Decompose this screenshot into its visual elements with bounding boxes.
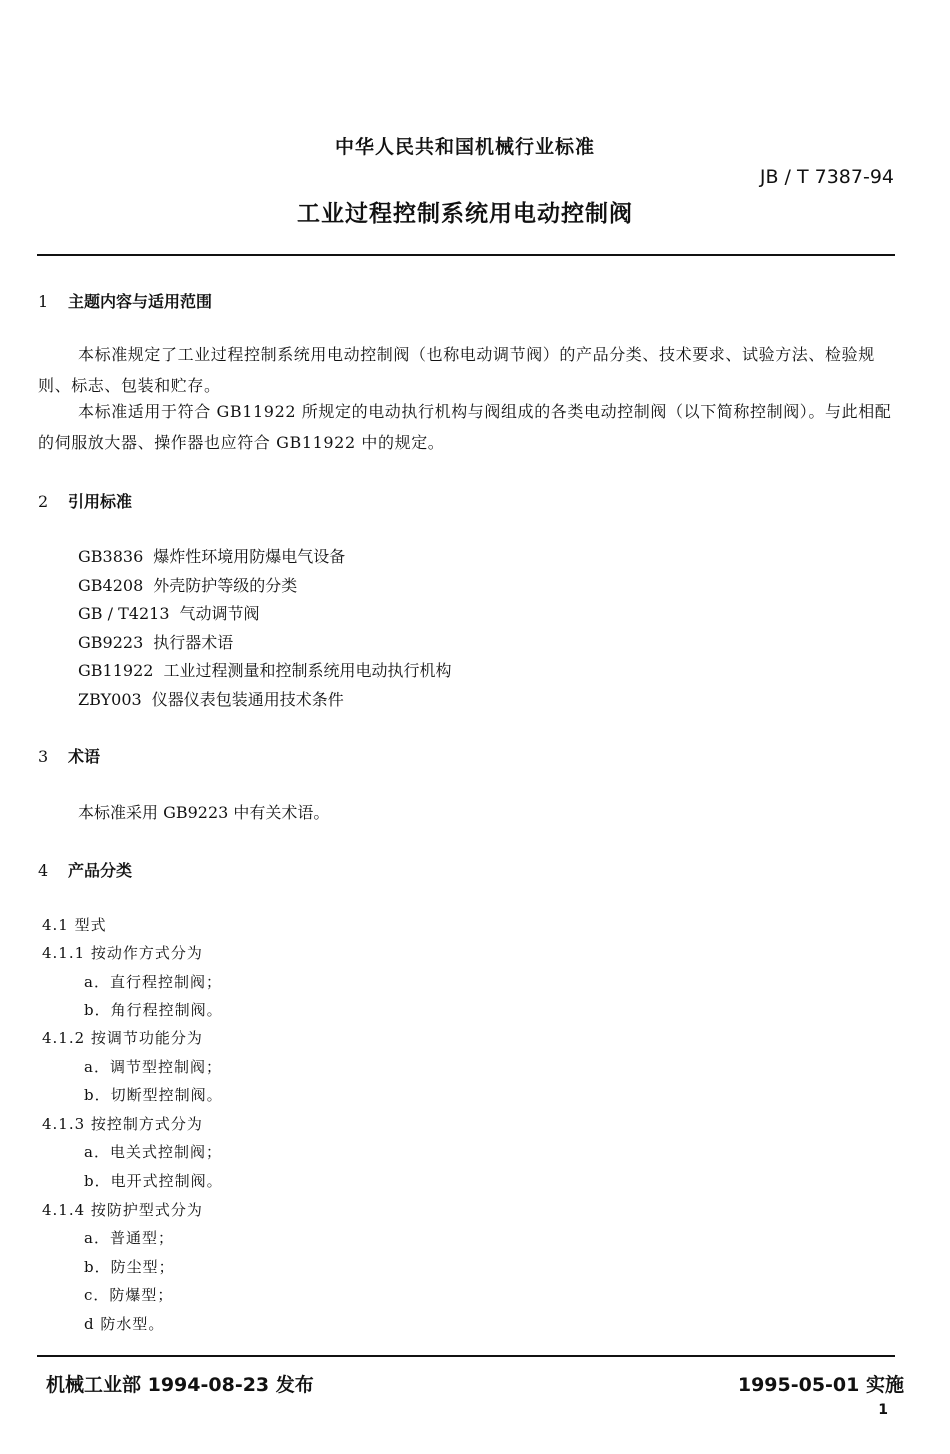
reference-code: GB3836 (78, 547, 144, 566)
list-item: a．调节型控制阀； (84, 1058, 222, 1076)
reference-name: 工业过程测量和控制系统用电动执行机构 (163, 661, 452, 680)
section-title: 术语 (68, 747, 101, 766)
reference-item (78, 687, 344, 710)
section-4-heading (38, 858, 132, 881)
ministry-title: 中华人民共和国机械行业标准 (334, 136, 595, 158)
section-number: 3 (38, 747, 49, 766)
reference-name: 外壳防护等级的分类 (153, 576, 298, 595)
reference-code: GB / T4213 (78, 604, 170, 623)
section-number: 1 (38, 292, 49, 311)
list-item: a．普通型； (84, 1229, 174, 1247)
list-item: c．防爆型； (84, 1286, 174, 1304)
section-2-heading (38, 489, 132, 512)
section-title: 产品分类 (68, 861, 133, 880)
list-item: b．角行程控制阀。 (84, 1001, 223, 1019)
section-number: 4 (38, 861, 49, 880)
subsection-heading: 4.1.4 按防护型式分为 (42, 1201, 203, 1219)
reference-item (78, 601, 260, 624)
section-title: 主题内容与适用范围 (68, 292, 213, 311)
reference-code: ZBY003 (78, 690, 142, 709)
header-divider (37, 254, 895, 256)
subsection-heading: 4.1.2 按调节功能分为 (42, 1029, 203, 1047)
page-number: 1 (878, 1402, 888, 1418)
issue-date: 机械工业部 1994-08-23 发布 (46, 1374, 314, 1396)
section-title: 引用标准 (68, 492, 133, 511)
reference-name: 爆炸性环境用防爆电气设备 (153, 547, 346, 566)
subsection-4-1: 4.1 型式 (42, 916, 107, 934)
list-item: a．电关式控制阀； (84, 1143, 222, 1161)
subsection-heading: 4.1.1 按动作方式分为 (42, 944, 203, 962)
list-item: a．直行程控制阀； (84, 973, 222, 991)
reference-item (78, 544, 345, 567)
subsection-heading: 4.1.3 按控制方式分为 (42, 1115, 203, 1133)
section-1-paragraph-2: 本标准适用于符合 GB11922 所规定的电动执行机构与阀组成的各类电动控制阀（以下简称控制阀）。与此相配的伺服放大器、操作器也应符合 GB11922 中的规定。 (38, 402, 892, 452)
document-title: 工业过程控制系统用电动控制阀 (297, 201, 633, 227)
reference-code: GB11922 (78, 661, 154, 680)
section-1-paragraph-1: 本标准规定了工业过程控制系统用电动控制阀（也称电动调节阀）的产品分类、技术要求、试验方法、检验规则、标志、包装和贮存。 (38, 345, 875, 395)
list-item: b．电开式控制阀。 (84, 1172, 223, 1190)
reference-code: GB4208 (78, 576, 144, 595)
reference-item (78, 630, 233, 653)
reference-code: GB9223 (78, 633, 144, 652)
reference-name: 气动调节阀 (179, 604, 260, 623)
reference-item (78, 658, 451, 681)
list-item: d 防水型。 (84, 1315, 165, 1333)
section-3-heading (38, 744, 100, 767)
standard-number: JB / T 7387-94 (759, 166, 894, 188)
reference-name: 执行器术语 (153, 633, 234, 652)
section-3-paragraph: 本标准采用 GB9223 中有关术语。 (78, 803, 330, 822)
list-item: b．防尘型； (84, 1258, 175, 1276)
effective-date: 1995-05-01 实施 (737, 1374, 904, 1396)
section-1-heading (38, 289, 212, 312)
reference-name: 仪器仪表包装通用技术条件 (151, 690, 344, 709)
footer-divider (37, 1355, 895, 1357)
reference-item (78, 573, 297, 596)
section-number: 2 (38, 492, 49, 511)
list-item: b．切断型控制阀。 (84, 1086, 223, 1104)
